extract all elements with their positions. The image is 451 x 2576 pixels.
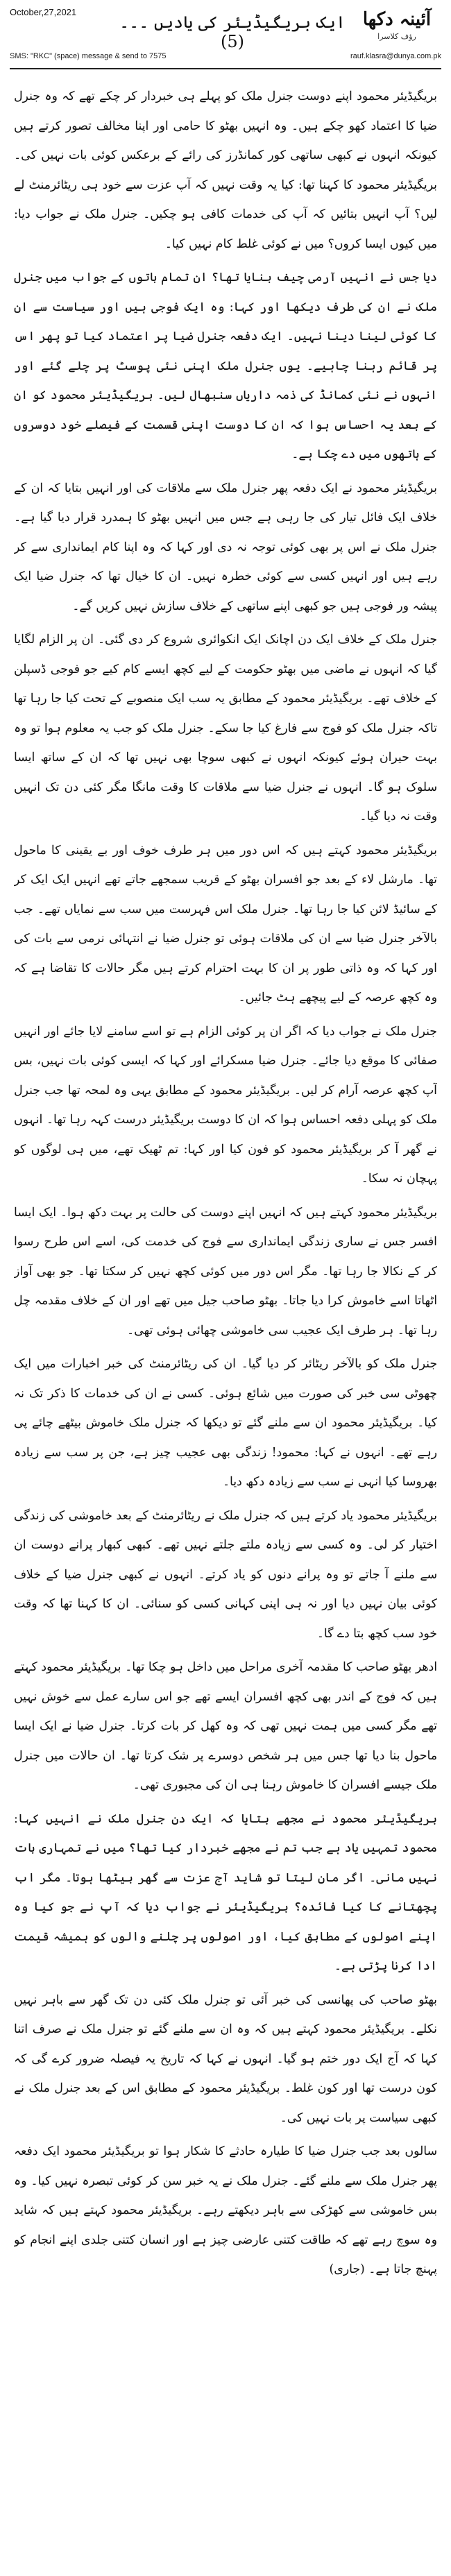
article-paragraph: سالوں بعد جب جنرل ضیا کا طیارہ حادثے کا شکار ہوا تو بریگیڈیئر محمود ایک دفعہ پھر جنرل ملک سے ملنے گئے۔ جنرل ملک نے یہ خبر سن کر کوئی تبصرہ نہیں کیا۔ وہ بس خاموشی سے کھڑکی سے باہر دیکھتے رہے۔ بریگیڈیئر محمود کہتے ہیں کہ شاید وہ سوچ رہے تھے کہ طاقت کتنی عارضی چیز ہے اور انسان کتنی جلدی اپنے انجام کو پہنچ جاتا ہے۔ (جاری) — [14, 2144, 437, 2276]
author-email: rauf.klasra@dunya.com.pk — [350, 52, 441, 60]
article-paragraph: بریگیڈیئر محمود نے ایک دفعہ پھر جنرل ملک سے ملاقات کی اور انہیں بتایا کہ ان کے خلاف ایک فائل تیار کی جا رہی ہے جس میں انہیں بھٹو کا ہمدرد قرار دیا گیا ہے۔ جنرل ملک نے اس پر بھی کوئی توجہ نہ دی اور کہا کہ وہ اپنا کام ایمانداری سے کر رہے ہیں اور انہیں کسی سے کوئی خطرہ نہیں۔ ان کا خیال تھا کہ جنرل ضیا ایک پیشہ ور فوجی ہیں جو کبھی اپنے ساتھی کے خلاف سازش نہیں کریں گے۔ — [14, 481, 437, 613]
publish-date: October,27,2021 — [10, 7, 77, 17]
article-body — [14, 82, 437, 2559]
article-title: ایک بریگیڈیئر کی یادیں ۔۔۔(5) — [119, 12, 346, 51]
sms-info: SMS: "RKC" (space) message & send to 7575 — [10, 52, 167, 60]
column-header — [0, 0, 451, 75]
article-paragraph: جنرل ملک کے خلاف ایک دن اچانک ایک انکوائری شروع کر دی گئی۔ ان پر الزام لگایا گیا کہ انہوں نے ماضی میں بھٹو حکومت کے لیے کچھ ایسے کام کیے جو فوجی ڈسپلن کے خلاف تھے۔ بریگیڈیئر محمود کے مطابق یہ سب ایک منصوبے کے تحت کیا جا رہا تھا تاکہ جنرل ملک کو فوج سے فارغ کیا جا سکے۔ جنرل ملک کو جب یہ معلوم ہوا تو وہ بہت حیران ہوئے کیونکہ انہوں نے کبھی سوچا بھی نہیں تھا کہ ان کے ساتھ ایسا سلوک ہو گا۔ انہوں نے جنرل ضیا سے ملاقات کا وقت مانگا مگر کئی دن تک انہیں وقت نہ دیا گیا۔ — [14, 633, 437, 824]
article-paragraph: دیا جس نے انہیں آرمی چیف بنایا تھا؟ ان تمام باتوں کے جواب میں جنرل ملک نے ان کی طرف دیکھا اور کہا: وہ ایک فوجی ہیں اور سیاست سے ان کا کوئی لینا دینا نہیں۔ ایک دفعہ جنرل ضیا پر اعتماد کیا تو پھر اس پر قائم رہنا چاہیے۔ یوں جنرل ملک اپنی نئی پوسٹ پر چلے گئے اور انہوں نے نئی کمانڈ کی ذمہ داریاں سنبھال لیں۔ بریگیڈیئر محمود کو ان کے بعد یہ احساس ہوا کہ ان کا دوست اپنی قسمت کے فیصلے خود دوسروں کے ہاتھوں میں دے چکا ہے۔ — [14, 271, 437, 461]
article-paragraph: بھٹو صاحب کی پھانسی کی خبر آئی تو جنرل ملک کئی دن تک گھر سے باہر نہیں نکلے۔ بریگیڈیئر محمود کہتے ہیں کہ وہ ان سے ملنے گئے تو جنرل ملک نے صرف اتنا کہا کہ آج ایک دور ختم ہو گیا۔ انہوں نے کہا کہ تاریخ یہ فیصلہ ضرور کرے گی کہ کون درست تھا اور کون غلط۔ بریگیڈیئر محمود کے مطابق اس کے بعد جنرل ملک نے کبھی سیاست پر بات نہیں کی۔ — [14, 1993, 437, 2125]
article-paragraph: بریگیڈیئر محمود کہتے ہیں کہ انہیں اپنے دوست کی حالت پر بہت دکھ ہوا۔ ایک ایسا افسر جس نے ساری زندگی ایمانداری سے فوج کی خدمت کی، اسے اس طرح رسوا کر کے نکالا جا رہا تھا۔ مگر اس دور میں کوئی کچھ نہیں کر سکتا تھا۔ جو بھی آواز اٹھاتا اسے خاموش کرا دیا جاتا۔ بھٹو صاحب جیل میں تھے اور ان کے خلاف مقدمہ چل رہا تھا۔ ہر طرف ایک عجیب سی خاموشی چھائی ہوئی تھی۔ — [14, 1205, 437, 1338]
article-paragraph: بریگیڈیئر محمود یاد کرتے ہیں کہ جنرل ملک نے ریٹائرمنٹ کے بعد خاموشی کی زندگی اختیار کر لی۔ وہ کسی سے زیادہ ملتے جلتے نہیں تھے۔ کبھی کبھار پرانے دوست ان سے ملنے آ جاتے تو وہ پرانے دنوں کو یاد کرتے۔ انہوں نے کبھی جنرل ضیا کے خلاف کوئی بیان نہیں دیا اور نہ ہی اپنی کہانی کسی کو سنائی۔ ان کا کہنا تھا کہ وقت خود سب کچھ بتا دے گا۔ — [14, 1508, 437, 1641]
article-paragraph: جنرل ملک کو بالآخر ریٹائر کر دیا گیا۔ ان کی ریٹائرمنٹ کی خبر اخبارات میں ایک چھوٹی سی خبر کی صورت میں شائع ہوئی۔ کسی نے ان کی خدمات کا ذکر تک نہ کیا۔ بریگیڈیئر محمود ان سے ملنے گئے تو دیکھا کہ جنرل ملک خاموش بیٹھے چائے پی رہے تھے۔ انہوں نے کہا: محمود! زندگی بھی عجیب چیز ہے، جن پر سب سے زیادہ بھروسا کیا انہی نے سب سے زیادہ دکھ دیا۔ — [14, 1357, 437, 1489]
article-paragraph: جنرل ملک نے جواب دیا کہ اگر ان پر کوئی الزام ہے تو اسے سامنے لایا جائے اور انہیں صفائی کا موقع دیا جائے۔ جنرل ضیا مسکرائے اور کہا کہ ایسی کوئی بات نہیں، بس آپ کچھ عرصہ آرام کر لیں۔ بریگیڈیئر محمود کے مطابق یہی وہ لمحہ تھا جب جنرل ملک کو پہلی دفعہ احساس ہوا کہ ان کا دوست بریگیڈیئر درست کہہ رہا تھا۔ انہوں نے گھر آ کر بریگیڈیئر محمود کو فون کیا اور کہا: تم ٹھیک تھے، میں ہی لوگوں کو پہچان نہ سکا۔ — [14, 1024, 437, 1186]
article-paragraph: بریگیڈیئر محمود اپنے دوست جنرل ملک کو پہلے ہی خبردار کر چکے تھے کہ وہ جنرل ضیا کا اعتماد کھو چکے ہیں۔ وہ انہیں بھٹو کا حامی اور اپنا مخالف تصور کرتے ہیں کیونکہ انہوں نے کبھی ساتھی کور کمانڈرز کی رائے کے برعکس کوئی بات نہیں کی۔ بریگیڈیئر محمود کا کہنا تھا: کیا یہ وقت نہیں کہ آپ عزت سے خود ہی ریٹائرمنٹ لے لیں؟ آپ انہیں بتائیں کہ آپ کی خدمات کافی ہو چکیں۔ جنرل ملک نے جواب دیا: میں کیوں ایسا کروں؟ میں نے کوئی غلط کام نہیں کیا۔ — [14, 89, 437, 251]
column-logo-title: آئینہ دکھا — [362, 9, 432, 30]
article-paragraph: بریگیڈیئر محمود کہتے ہیں کہ اس دور میں ہر طرف خوف اور بے یقینی کا ماحول تھا۔ مارشل لاء کے بعد جو افسران بھٹو کے قریب سمجھے جاتے تھے انہیں ایک ایک کر کے سائیڈ لائن کیا جا رہا تھا۔ جنرل ملک اس فہرست میں سب سے نمایاں تھے۔ جب بالآخر جنرل ضیا سے ان کی ملاقات ہوئی تو جنرل ضیا نے انتہائی نرمی سے بات کی اور کہا کہ وہ ذاتی طور پر ان کا بہت احترام کرتے ہیں مگر حالات کا تقاضا ہے کہ وہ کچھ عرصہ کے لیے پیچھے ہٹ جائیں۔ — [14, 843, 437, 1005]
contact-bar — [10, 50, 441, 64]
article-paragraph: بریگیڈیئر محمود نے مجھے بتایا کہ ایک دن جنرل ملک نے انہیں کہا: محمود تمہیں یاد ہے جب تم نے مجھے خبردار کیا تھا؟ میں نے تمہاری بات نہیں مانی۔ اگر مان لیتا تو شاید آج عزت سے گھر بیٹھا ہوتا۔ مگر اب پچھتانے کا کیا فائدہ؟ بریگیڈیئر نے جواب دیا کہ آپ نے جو کیا وہ اپنے اصولوں کے مطابق کیا، اور اصولوں پر چلنے والوں کو ہمیشہ قیمت ادا کرنا پڑتی ہے۔ — [14, 1811, 437, 1973]
author-name: رؤف کلاسرا — [377, 32, 416, 41]
header-divider — [10, 68, 441, 69]
column-logo — [352, 7, 441, 47]
article-paragraph: ادھر بھٹو صاحب کا مقدمہ آخری مراحل میں داخل ہو چکا تھا۔ بریگیڈیئر محمود کہتے ہیں کہ فوج کے اندر بھی کچھ افسران ایسے تھے جو اس سارے عمل سے خوش نہیں تھے مگر کسی میں ہمت نہیں تھی کہ وہ کھل کر بات کرتا۔ جنرل ضیا نے ایک ایسا ماحول بنا دیا تھا جس میں ہر شخص دوسرے پر شک کرتا تھا۔ ان حالات میں جنرل ملک جیسے افسران کا خاموش رہنا ہی ان کی مجبوری تھی۔ — [14, 1660, 437, 1792]
